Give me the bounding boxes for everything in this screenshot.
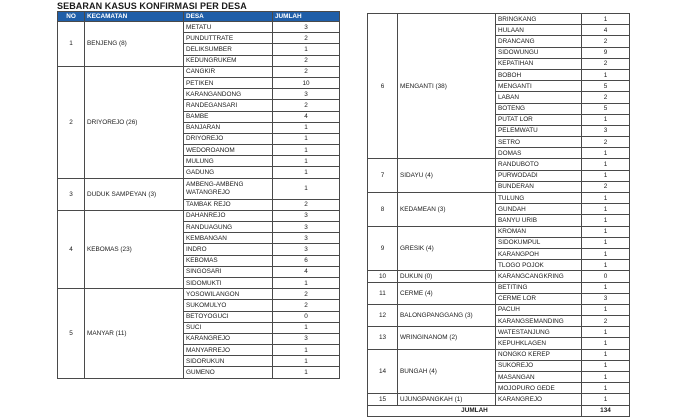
desa-cell: PUNDUTTRATE (184, 33, 273, 44)
jumlah-cell: 1 (582, 159, 630, 170)
jumlah-cell: 1 (582, 327, 630, 338)
total-value: 134 (582, 405, 630, 416)
jumlah-cell: 1 (582, 383, 630, 394)
kecamatan-cell: DRIYOREJO (26) (85, 66, 184, 178)
right-table-body (368, 14, 630, 406)
kecamatan-cell: CERME (4) (398, 282, 496, 304)
desa-cell: BOBOH (496, 69, 582, 80)
desa-cell: SINGOSARI (184, 266, 273, 277)
desa-cell: DELIKSUMBER (184, 44, 273, 55)
header-desa: DESA (184, 12, 273, 22)
desa-cell: SIDOKUMPUL (496, 237, 582, 248)
kecamatan-cell: SIDAYU (4) (398, 159, 496, 193)
desa-cell: GADUNG (184, 167, 273, 178)
jumlah-cell: 0 (273, 311, 340, 322)
kecamatan-cell: GRESIK (4) (398, 226, 496, 271)
left-table-body (58, 22, 340, 379)
jumlah-cell: 1 (582, 193, 630, 204)
desa-cell: BANJARAN (184, 122, 273, 133)
jumlah-cell: 9 (582, 47, 630, 58)
jumlah-cell: 1 (582, 14, 630, 25)
row-number: 6 (368, 14, 398, 159)
jumlah-cell: 1 (582, 304, 630, 315)
jumlah-cell: 5 (582, 81, 630, 92)
desa-cell: KARANGCANGKRING (496, 271, 582, 282)
desa-cell: SIDOMUKTI (184, 277, 273, 288)
jumlah-cell: 4 (582, 25, 630, 36)
row-number: 5 (58, 289, 85, 379)
jumlah-cell: 3 (273, 22, 340, 33)
jumlah-cell: 1 (582, 69, 630, 80)
row-number: 2 (58, 66, 85, 178)
desa-cell: PACUH (496, 304, 582, 315)
desa-cell: KEBOMAS (184, 255, 273, 266)
header-kecamatan: KECAMATAN (85, 12, 184, 22)
jumlah-cell: 3 (582, 293, 630, 304)
table-row (58, 289, 340, 300)
desa-cell: SIDORUKUN (184, 356, 273, 367)
kecamatan-cell: DUDUK SAMPEYAN (3) (85, 178, 184, 210)
table-row (368, 349, 630, 360)
desa-cell: NONGKO KEREP (496, 349, 582, 360)
desa-cell: AMBENG-AMBENG WATANGREJO (184, 178, 273, 199)
desa-cell: RANDUBOTO (496, 159, 582, 170)
table-row (368, 327, 630, 338)
row-number: 7 (368, 159, 398, 193)
jumlah-cell: 1 (582, 349, 630, 360)
jumlah-cell: 1 (582, 338, 630, 349)
jumlah-cell: 3 (273, 233, 340, 244)
jumlah-cell: 4 (273, 111, 340, 122)
desa-cell: BUNDERAN (496, 181, 582, 192)
jumlah-cell: 1 (273, 167, 340, 178)
jumlah-cell: 2 (273, 300, 340, 311)
jumlah-cell: 1 (273, 322, 340, 333)
desa-cell: METATU (184, 22, 273, 33)
desa-cell: HULAAN (496, 25, 582, 36)
desa-cell: SETRO (496, 137, 582, 148)
desa-cell: BANYU URIB (496, 215, 582, 226)
jumlah-cell: 1 (273, 367, 340, 378)
desa-cell: YOSOWILANGON (184, 289, 273, 300)
desa-cell: PELEMWATU (496, 125, 582, 136)
desa-cell: TULUNG (496, 193, 582, 204)
header-jumlah: JUMLAH (273, 12, 340, 22)
jumlah-cell: 1 (273, 277, 340, 288)
page-title: SEBARAN KASUS KONFIRMASI PER DESA (57, 1, 247, 11)
desa-cell: KARANGREJO (184, 333, 273, 344)
desa-cell: WEDOROANOM (184, 145, 273, 156)
jumlah-cell: 4 (273, 266, 340, 277)
jumlah-cell: 1 (582, 148, 630, 159)
jumlah-cell: 1 (273, 156, 340, 167)
desa-cell: MULUNG (184, 156, 273, 167)
jumlah-cell: 1 (582, 215, 630, 226)
desa-cell: BOTENG (496, 103, 582, 114)
jumlah-cell: 3 (273, 89, 340, 100)
right-table (367, 13, 630, 417)
desa-cell: KEPATIHAN (496, 58, 582, 69)
jumlah-cell: 2 (273, 55, 340, 66)
table-row (368, 14, 630, 25)
desa-cell: KEDUNGRUKEM (184, 55, 273, 66)
table-row (368, 304, 630, 315)
kecamatan-cell: DUKUN (0) (398, 271, 496, 282)
desa-cell: KARANGREJO (496, 394, 582, 405)
kecamatan-cell: WRINGINANOM (2) (398, 327, 496, 349)
jumlah-cell: 2 (273, 289, 340, 300)
total-label: JUMLAH (368, 405, 582, 416)
jumlah-cell: 1 (582, 114, 630, 125)
jumlah-cell: 1 (273, 122, 340, 133)
row-number: 14 (368, 349, 398, 394)
desa-cell: KROMAN (496, 226, 582, 237)
jumlah-cell: 1 (582, 260, 630, 271)
kecamatan-cell: KEDAMEAN (3) (398, 193, 496, 227)
desa-cell: PURWODADI (496, 170, 582, 181)
total-row (368, 405, 630, 416)
jumlah-cell: 1 (582, 372, 630, 383)
desa-cell: GUNDAH (496, 204, 582, 215)
desa-cell: WATESTANJUNG (496, 327, 582, 338)
desa-cell: BETITING (496, 282, 582, 293)
jumlah-cell: 2 (582, 92, 630, 103)
desa-cell: CANGKIR (184, 66, 273, 77)
header-row (58, 12, 340, 22)
table-row (368, 271, 630, 282)
desa-cell: DOMAS (496, 148, 582, 159)
jumlah-cell: 6 (273, 255, 340, 266)
jumlah-cell: 1 (582, 170, 630, 181)
row-number: 10 (368, 271, 398, 282)
desa-cell: PETIKEN (184, 77, 273, 88)
row-number: 8 (368, 193, 398, 227)
jumlah-cell: 5 (582, 103, 630, 114)
row-number: 1 (58, 22, 85, 67)
jumlah-cell: 1 (273, 356, 340, 367)
jumlah-cell: 3 (273, 333, 340, 344)
kecamatan-cell: BUNGAH (4) (398, 349, 496, 394)
jumlah-cell: 1 (273, 178, 340, 199)
kecamatan-cell: MENGANTI (38) (398, 14, 496, 159)
kecamatan-cell: MANYAR (11) (85, 289, 184, 379)
jumlah-cell: 2 (273, 33, 340, 44)
jumlah-cell: 10 (273, 77, 340, 88)
desa-cell: LABAN (496, 92, 582, 103)
left-table (57, 11, 340, 379)
table-row (368, 282, 630, 293)
desa-cell: INDRO (184, 244, 273, 255)
row-number: 3 (58, 178, 85, 210)
desa-cell: SIDOWUNGU (496, 47, 582, 58)
jumlah-cell: 1 (582, 360, 630, 371)
jumlah-cell: 2 (273, 100, 340, 111)
row-number: 4 (58, 210, 85, 288)
table-row (58, 178, 340, 199)
table-row (58, 66, 340, 77)
jumlah-cell: 1 (582, 394, 630, 405)
desa-cell: TLOGO POJOK (496, 260, 582, 271)
table-row (368, 226, 630, 237)
jumlah-cell: 1 (582, 282, 630, 293)
row-number: 12 (368, 304, 398, 326)
jumlah-cell: 3 (273, 222, 340, 233)
jumlah-cell: 2 (582, 58, 630, 69)
table-row (368, 159, 630, 170)
kecamatan-cell: KEBOMAS (23) (85, 210, 184, 288)
jumlah-cell: 2 (582, 316, 630, 327)
row-number: 15 (368, 394, 398, 405)
desa-cell: MANYARREJO (184, 345, 273, 356)
jumlah-cell: 2 (273, 66, 340, 77)
jumlah-cell: 2 (582, 36, 630, 47)
jumlah-cell: 1 (273, 145, 340, 156)
desa-cell: KARANGPOH (496, 248, 582, 259)
desa-cell: SUCI (184, 322, 273, 333)
desa-cell: MASANGAN (496, 372, 582, 383)
jumlah-cell: 1 (582, 248, 630, 259)
jumlah-cell: 1 (582, 204, 630, 215)
jumlah-cell: 1 (273, 133, 340, 144)
jumlah-cell: 1 (582, 226, 630, 237)
jumlah-cell: 0 (582, 271, 630, 282)
table-row (58, 22, 340, 33)
desa-cell: TAMBAK REJO (184, 199, 273, 210)
desa-cell: KARANGANDONG (184, 89, 273, 100)
desa-cell: CERME LOR (496, 293, 582, 304)
desa-cell: KEPUHKLAGEN (496, 338, 582, 349)
kecamatan-cell: BENJENG (8) (85, 22, 184, 67)
jumlah-cell: 2 (582, 181, 630, 192)
desa-cell: GUMENO (184, 367, 273, 378)
desa-cell: BETOYOGUCI (184, 311, 273, 322)
jumlah-cell: 1 (273, 345, 340, 356)
row-number: 9 (368, 226, 398, 271)
desa-cell: RANDEGANSARI (184, 100, 273, 111)
desa-cell: KEMBANGAN (184, 233, 273, 244)
row-number: 11 (368, 282, 398, 304)
table-row (368, 394, 630, 405)
table-row (58, 210, 340, 221)
desa-cell: DAHANREJO (184, 210, 273, 221)
jumlah-cell: 3 (582, 125, 630, 136)
desa-cell: BRINGKANG (496, 14, 582, 25)
jumlah-cell: 3 (273, 210, 340, 221)
jumlah-cell: 1 (273, 44, 340, 55)
desa-cell: MOJOPURO GEDE (496, 383, 582, 394)
desa-cell: PUTAT LOR (496, 114, 582, 125)
desa-cell: SUKOREJO (496, 360, 582, 371)
jumlah-cell: 3 (273, 244, 340, 255)
desa-cell: SUKOMULYO (184, 300, 273, 311)
desa-cell: BAMBE (184, 111, 273, 122)
jumlah-cell: 2 (582, 137, 630, 148)
jumlah-cell: 2 (273, 199, 340, 210)
kecamatan-cell: BALONGPANGGANG (3) (398, 304, 496, 326)
jumlah-cell: 1 (582, 237, 630, 248)
header-no: NO (58, 12, 85, 22)
desa-cell: DRIYOREJO (184, 133, 273, 144)
row-number: 13 (368, 327, 398, 349)
desa-cell: KARANGSEMANDING (496, 316, 582, 327)
desa-cell: DRANCANG (496, 36, 582, 47)
table-row (368, 193, 630, 204)
kecamatan-cell: UJUNGPANGKAH (1) (398, 394, 496, 405)
desa-cell: RANDUAGUNG (184, 222, 273, 233)
desa-cell: MENGANTI (496, 81, 582, 92)
